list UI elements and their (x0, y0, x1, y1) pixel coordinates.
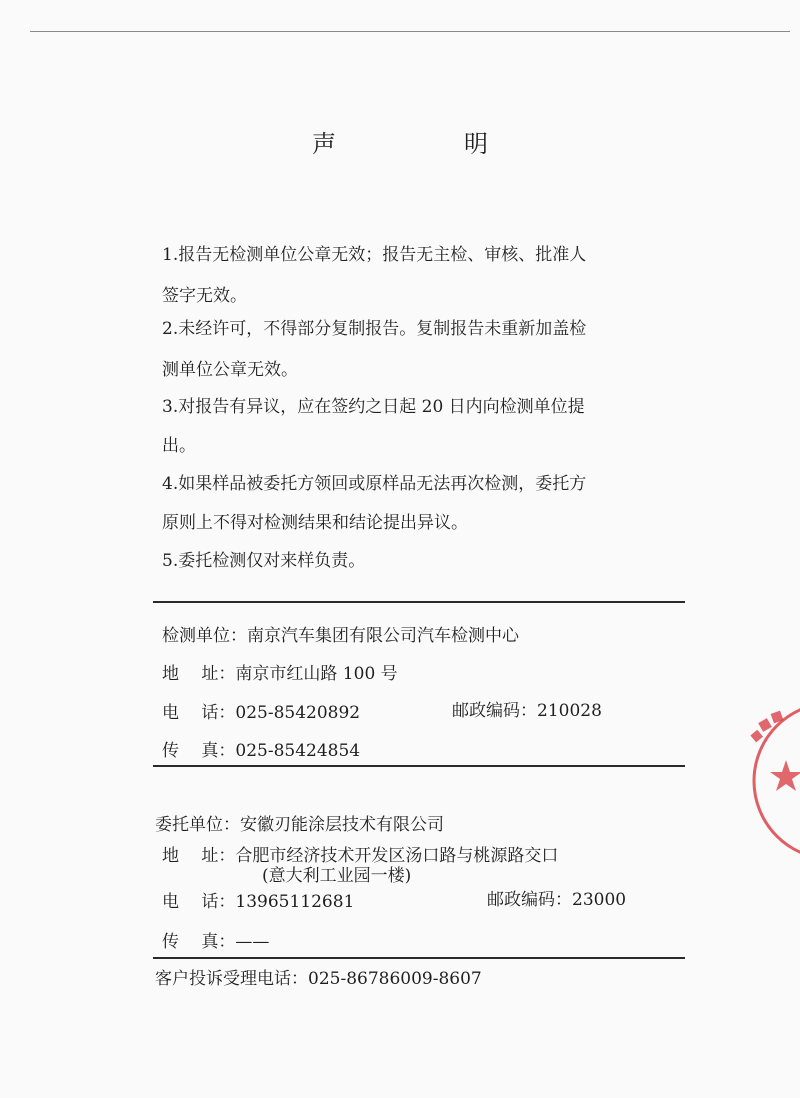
top-rule (30, 31, 790, 32)
statement-line: 1.报告无检测单位公章无效；报告无主检、审核、批准人 (162, 245, 587, 265)
testing-unit-fax: 传 真：025-85424854 (162, 741, 361, 761)
statement-line: 3.对报告有异议，应在签约之日起 20 日内向检测单位提 (162, 397, 585, 417)
statement-line: 出。 (162, 436, 196, 456)
statement-line: 原则上不得对检测结果和结论提出异议。 (162, 513, 468, 533)
client-postal: 邮政编码：23000 (487, 890, 627, 910)
client-address-note: (意大利工业园一楼) (262, 866, 412, 886)
section-rule (153, 957, 685, 959)
testing-unit-phone: 电 话：025-85420892 (162, 703, 361, 723)
page-title: 声 明 (312, 130, 540, 158)
statement-line: 测单位公章无效。 (162, 360, 298, 380)
testing-unit-address: 地 址：南京市红山路 100 号 (162, 664, 398, 684)
client-address: 地 址：合肥市经济技术开发区汤口路与桃源路交口 (162, 846, 559, 866)
testing-unit-name: 检测单位：南京汽车集团有限公司汽车检测中心 (162, 626, 519, 646)
statement-line: 4.如果样品被委托方领回或原样品无法再次检测，委托方 (162, 474, 587, 494)
official-seal-stamp (742, 698, 800, 864)
complaint-hotline: 客户投诉受理电话：025-86786009-8607 (155, 969, 482, 989)
testing-unit-postal: 邮政编码：210028 (452, 701, 602, 721)
section-rule (153, 765, 685, 767)
statement-line: 2.未经许可，不得部分复制报告。复制报告未重新加盖检 (162, 319, 587, 339)
client-phone: 电 话：13965112681 (162, 892, 355, 912)
client-unit-name: 委托单位：安徽刃能涂层技术有限公司 (155, 815, 444, 835)
statement-line: 5.委托检测仅对来样负责。 (162, 551, 366, 571)
statement-line: 签字无效。 (162, 286, 247, 306)
client-fax: 传 真：—— (162, 932, 270, 952)
section-rule (153, 601, 685, 603)
